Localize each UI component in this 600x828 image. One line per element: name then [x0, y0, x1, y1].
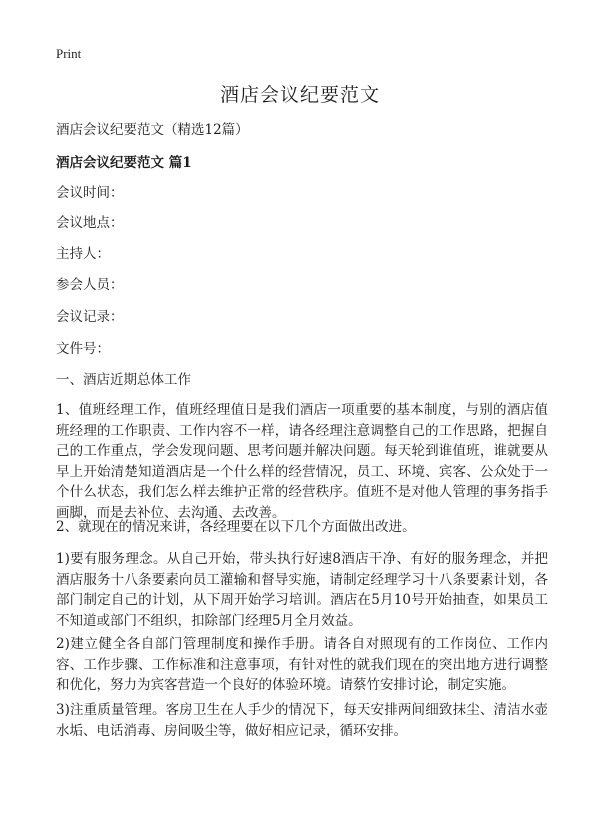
field-attendees: 参会人员： — [56, 277, 124, 293]
paragraph-management-system: 2)建立健全各自部门管理制度和操作手册。请各自对照现有的工作岗位、工作内容、工作步骤、工作标准和注意事项，有针对性的就我们现在的突出地方进行调整和优化，努力为宾客营造一个良好的体验环境。请蔡竹安排讨论，制定实施。 — [56, 636, 548, 693]
field-meeting-place: 会议地点： — [56, 215, 124, 231]
document-subtitle: 酒店会议纪要范文（精选12篇） — [56, 122, 249, 138]
field-meeting-time: 会议时间： — [56, 185, 124, 201]
paragraph-quality-management: 3)注重质量管理。客房卫生在人手少的情况下，每天安排两间细致抹尘、清洁水壶水垢、电话消毒、房间吸尘等，做好相应记录，循环安排。 — [56, 702, 548, 739]
field-host: 主持人： — [56, 246, 110, 262]
section-heading: 酒店会议纪要范文 篇1 — [56, 155, 192, 171]
paragraph-service-concept: 1)要有服务理念。从自己开始，带头执行好速8酒店干净、有好的服务理念，并把酒店服务十八条要素向员工灌输和督导实施，请制定经理学习十八条要素计划，各部门制定自己的计划，从下周开始学习培训。酒店在5月10号开始抽查，如果员工不知道或部门不组织，扣除部门经理5月全月效益。 — [56, 551, 548, 629]
document-title: 酒店会议纪要范文 — [219, 84, 380, 106]
paragraph-improvements: 2、就现在的情况来讲，各经理要在以下几个方面做出改进。 — [56, 519, 416, 535]
field-recorder: 会议记录： — [56, 309, 124, 325]
section-one-heading: 一、酒店近期总体工作 — [56, 372, 191, 388]
field-document-number: 文件号： — [56, 341, 110, 357]
paragraph-duty-manager: 1、值班经理工作，值班经理值日是我们酒店一项重要的基本制度，与别的酒店值班经理的工作职责、工作内容不一样，请各经理注意调整自己的工作思路，把握自己的工作重点，学会发现问题、思考问题并解决问题。每天轮到谁值班，谁就要从早上开始清楚知道酒店是一个什么样的经营情况，员工、环境、宾客、公众处于一个什么状态，我们怎么样去维护正常的经营秩序。值班不是对他人管理的事务指手画脚，而是去补位、去沟通、去改善。 — [56, 402, 548, 521]
print-link[interactable]: Print — [56, 46, 82, 61]
